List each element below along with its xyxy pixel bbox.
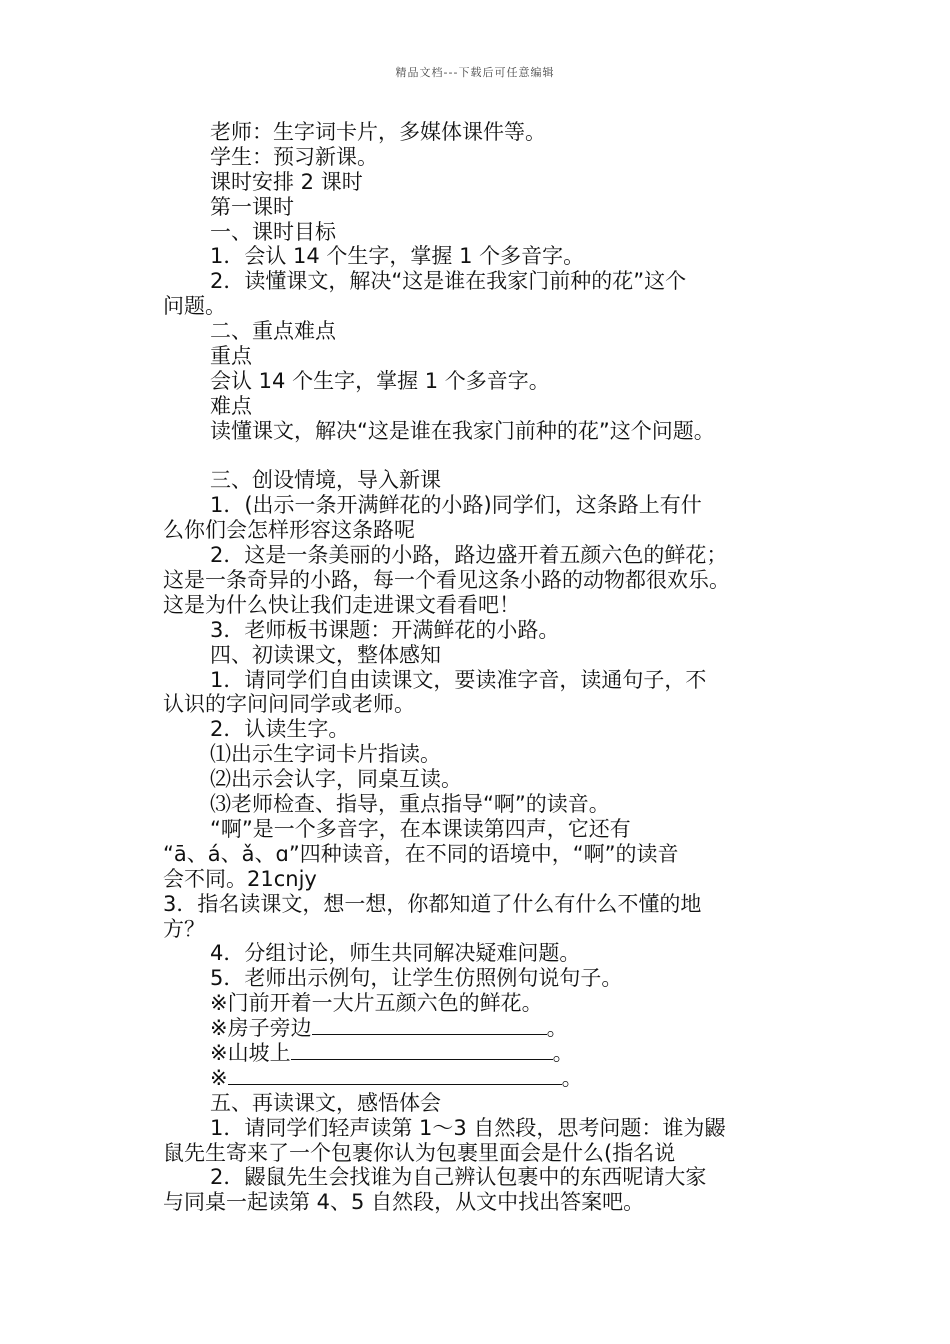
text-line: ⑶老师检查、指导，重点指导“啊”的读音。 [210,792,610,817]
fill-in-blank [312,1016,547,1035]
fill-in-prompt: ※房子旁边 [210,1016,312,1041]
fill-in-end: 。 [561,1065,583,1090]
text-line: 1．(出示一条开满鲜花的小路)同学们，这条路上有什 [210,493,702,518]
fill-in-blank [291,1041,553,1060]
text-line: ⑴出示生字词卡片指读。 [210,742,441,767]
sub-heading: 重点 [210,344,252,369]
example-sentence: ※门前开着一大片五颜六色的鲜花。 [210,991,543,1016]
text-line: 么你们会怎样形容这条路呢 [163,518,415,543]
text-line: 这是一条奇异的小路，每一个看见这条小路的动物都很欢乐。 [163,568,730,593]
fill-in-prompt: ※ [210,1065,228,1090]
text-line: 3．指名读课文，想一想，你都知道了什么有什么不懂的地 [163,891,702,916]
text-line: 鼠先生寄来了一个包裹你认为包裹里面会是什么(指名说 [163,1140,676,1165]
text-line: 会认 14 个生字，掌握 1 个多音字。 [210,368,550,393]
fill-in-line [163,1066,813,1091]
text-line: 与同桌一起读第 4、5 自然段，从文中找出答案吧。 [163,1190,645,1215]
section-heading: 一、课时目标 [210,219,336,244]
text-line: “啊”是一个多音字，在本课读第四声，它还有 [210,816,631,841]
text-line: 方？ [163,916,205,941]
section-heading: 二、重点难点 [210,319,336,344]
fill-in-prompt: ※山坡上 [210,1040,291,1065]
text-line: 4．分组讨论，师生共同解决疑难问题。 [210,941,581,966]
text-line: 2．这是一条美丽的小路，路边盛开着五颜六色的鲜花； [210,543,728,568]
text-line: ⑵出示会认字，同桌互读。 [210,767,462,792]
text-line: 课时安排 2 课时 [210,169,363,194]
document-body [163,120,813,1215]
text-line: 读懂课文，解决“这是谁在我家门前种的花”这个问题。 [210,418,715,443]
text-line: 2．读懂课文，解决“这是谁在我家门前种的花”这个 [210,269,687,294]
text-line: 老师：生字词卡片，多媒体课件等。 [210,120,546,144]
text-line: “ā、á、ǎ、ɑ”四种读音，在不同的语境中，“啊”的读音 [163,841,679,866]
text-line: 2．认读生字。 [210,717,350,742]
text-line: 2．鼹鼠先生会找谁为自己辨认包裹中的东西呢请大家 [210,1165,707,1190]
sub-heading: 难点 [210,393,252,418]
text-line: 1．请同学们轻声读第 1～3 自然段，思考问题：谁为鼹 [210,1115,726,1140]
text-line: 学生：预习新课。 [210,144,378,169]
text-line: 3．老师板书课题：开满鲜花的小路。 [210,617,560,642]
section-heading: 五、再读课文，感悟体会 [210,1090,441,1115]
fill-in-line [163,1041,813,1066]
fill-in-line [163,1016,813,1041]
text-line: 5．老师出示例句，让学生仿照例句说句子。 [210,966,623,991]
text-line: 认识的字问问同学或老师。 [163,692,415,717]
section-heading: 四、初读课文，整体感知 [210,642,441,667]
fill-in-end: 。 [546,1016,568,1041]
page-header: 精品文档---下载后可任意编辑 [395,66,555,79]
fill-in-blank [228,1066,562,1085]
text-line: 会不同。21cnjy [163,866,317,891]
lesson-heading: 第一课时 [210,194,294,219]
text-line: 这是为什么快让我们走进课文看看吧！ [163,592,520,617]
text-line: 问题。 [163,294,226,319]
section-heading: 三、创设情境，导入新课 [210,468,441,493]
text-line: 1．请同学们自由读课文，要读准字音，读通句子，不 [210,667,707,692]
blank-line [163,444,813,469]
fill-in-end: 。 [552,1040,574,1065]
text-line: 1．会认 14 个生字，掌握 1 个多音字。 [210,244,585,269]
